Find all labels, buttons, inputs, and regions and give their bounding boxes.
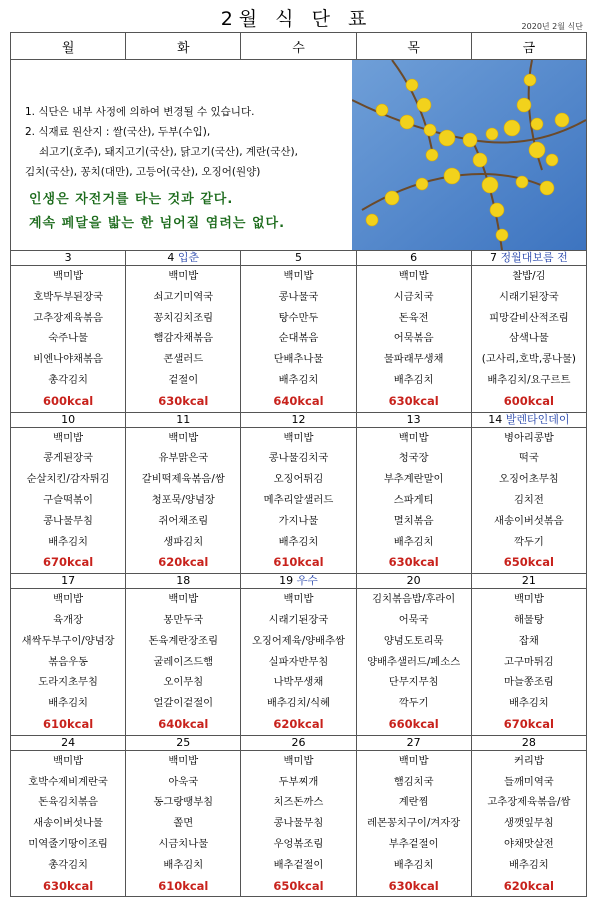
calorie-label: 630kcal [388, 878, 439, 893]
menu-item: 백미밥 [283, 754, 314, 767]
menu-item: 호박두부된장국 [33, 290, 103, 303]
day-number: 12 [291, 412, 306, 426]
day-cell [126, 251, 241, 266]
menu-cell [241, 266, 356, 413]
menu-item: 물파래무생채 [383, 353, 444, 366]
menu-item: 배추김치 [278, 535, 319, 548]
menu-item: 백미밥 [168, 754, 199, 767]
menu-item: 배추김치 [48, 535, 88, 548]
menu-item: 백미밥 [283, 431, 314, 444]
calorie-label: 630kcal [43, 878, 94, 893]
day-cell [241, 735, 356, 750]
day-cell [471, 574, 586, 589]
day-cell [11, 251, 126, 266]
menu-item: 우엉볶조림 [273, 837, 324, 850]
menu-item: 시래기된장국 [268, 613, 329, 626]
menu-item: 찰밥/김 [512, 270, 546, 282]
day-number: 19 [279, 574, 294, 588]
menu-item: 어묵국 [398, 613, 429, 626]
page-title: 2월 식 단 표 [220, 8, 373, 30]
weekday-mon: 월 [11, 33, 126, 60]
menu-item: 백미밥 [53, 431, 84, 444]
menu-cell [11, 266, 126, 413]
menu-item: 비엔나야채볶음 [33, 353, 103, 366]
day-cell [241, 251, 356, 266]
menu-cell [471, 750, 586, 897]
menu-item: 고구마튀김 [504, 655, 554, 668]
menu-item: 병아리콩밥 [504, 431, 554, 444]
menu-item: 배추김치 [393, 373, 434, 386]
day-cell [241, 574, 356, 589]
calorie-label: 610kcal [43, 716, 94, 731]
day-cell [11, 735, 126, 750]
day-cell [11, 412, 126, 427]
calorie-label: 620kcal [158, 555, 209, 570]
date-label: 2020년 2월 식단 [521, 22, 583, 31]
menu-item: 콩나물무침 [273, 817, 324, 830]
calorie-label: 640kcal [158, 716, 209, 731]
menu-item: 단무지무침 [388, 676, 439, 689]
menu-item: 백미밥 [398, 431, 429, 444]
menu-item: 떡국 [518, 452, 539, 465]
menu-cell [126, 589, 241, 736]
menu-item: 해물탕 [513, 613, 544, 626]
day-cell [356, 735, 471, 750]
calorie-label: 600kcal [503, 393, 554, 408]
menu-item: 생깻잎무침 [504, 817, 554, 830]
menu-item: 김치전 [513, 493, 544, 506]
menu-cell [11, 427, 126, 574]
menu-item: 동그랑땡부침 [153, 796, 214, 809]
menu-item: 오징어제육/양배추쌈 [251, 634, 345, 647]
menu-item: 멸치볶음 [393, 514, 434, 527]
menu-item: 새송이버섯나물 [33, 817, 103, 830]
motto-line: 인생은 자전거를 타는 것과 같다. [29, 192, 234, 207]
calorie-label: 670kcal [503, 716, 554, 731]
calorie-label: 660kcal [388, 716, 439, 731]
day-cell [471, 735, 586, 750]
day-number: 6 [410, 251, 418, 264]
day-number: 7 [489, 251, 497, 264]
menu-cell [241, 589, 356, 736]
day-cell [356, 412, 471, 427]
day-number: 28 [521, 735, 536, 749]
menu-item: 배추김치/요구르트 [487, 373, 571, 386]
day-number: 27 [406, 735, 421, 749]
menu-item: 어묵볶음 [393, 332, 434, 345]
menu-item: 순살치킨/감자튀김 [26, 473, 110, 486]
notice-line: 2. 식재료 원산지 : 쌀(국산), 두부(수입), [25, 126, 211, 138]
weekday-fri: 금 [471, 33, 586, 60]
day-cell [356, 251, 471, 266]
day-number: 3 [64, 251, 72, 264]
calorie-label: 640kcal [273, 393, 324, 408]
menu-item: 김치볶음밥/후라이 [372, 593, 456, 606]
menu-item: 백미밥 [53, 593, 84, 606]
day-note: 정월대보름 전 [500, 251, 568, 264]
menu-item: 양념도토리묵 [383, 634, 444, 647]
calorie-label: 630kcal [388, 393, 439, 408]
menu-item: 볶음우동 [48, 655, 88, 668]
menu-cell [11, 589, 126, 736]
menu-item: 나박무생채 [273, 676, 324, 689]
menu-item: 돈육전 [398, 311, 429, 324]
menu-item: 백미밥 [398, 270, 429, 282]
menu-item: 배추김치 [278, 373, 319, 386]
calorie-label: 630kcal [158, 393, 209, 408]
menu-item: 겉절이 [168, 373, 199, 386]
menu-item: 유부맑은국 [158, 452, 209, 465]
menu-item: 돈육계란장조림 [148, 634, 219, 647]
calorie-label: 650kcal [503, 555, 554, 570]
day-cell [126, 735, 241, 750]
menu-item: 청국장 [398, 452, 429, 465]
menu-item: 새싹두부구이/양념장 [21, 634, 115, 647]
menu-item: 꽁치김치조림 [153, 311, 214, 324]
motto [29, 188, 285, 236]
menu-item: 총각김치 [48, 858, 88, 871]
menu-item: 백미밥 [283, 270, 314, 282]
menu-item: 두부찌개 [278, 775, 319, 788]
calorie-label: 620kcal [503, 878, 554, 893]
calorie-label: 600kcal [43, 393, 94, 408]
menu-item: 고추장제육볶음 [33, 311, 103, 324]
menu-item: 양배추샐러드/페소스 [367, 655, 461, 668]
menu-item: 부추계란말이 [383, 473, 444, 486]
weekday-header [11, 33, 587, 60]
calorie-label: 650kcal [273, 878, 324, 893]
menu-item: 콘샐러드 [163, 353, 204, 366]
menu-item: 마늘쫑조림 [504, 676, 554, 689]
notice-line: 1. 식단은 내부 사정에 의하여 변경될 수 있습니다. [25, 106, 255, 118]
menu-item: 콩나물무침 [43, 514, 93, 527]
menu-item: 배추김치 [48, 697, 88, 710]
menu-item: 햄감자채볶음 [153, 332, 214, 345]
menu-item: 배추겉절이 [273, 858, 324, 871]
menu-item: 오이무침 [163, 676, 204, 689]
menu-item: (고사리,호박,콩나물) [481, 353, 576, 366]
day-number: 25 [176, 735, 191, 749]
menu-item: 갈비떡제육볶음/쌈 [141, 473, 225, 486]
menu-item: 백미밥 [168, 431, 199, 444]
menu-cell [126, 427, 241, 574]
menu-item: 총각김치 [48, 373, 88, 386]
weekday-thu: 목 [356, 33, 471, 60]
weekday-wed: 수 [241, 33, 356, 60]
menu-item: 백미밥 [168, 593, 199, 606]
week-2-menus [11, 427, 587, 574]
menu-item: 고추장제육볶음/쌈 [487, 796, 571, 809]
notice-panel [11, 60, 587, 251]
menu-item: 청포묵/양념장 [151, 493, 215, 506]
notice-line: 쇠고기(호주), 돼지고기(국산), 닭고기(국산), 계란(국산), [39, 146, 298, 158]
calorie-label: 610kcal [158, 878, 209, 893]
week-3-menus [11, 589, 587, 736]
week-3-dates [11, 574, 587, 589]
menu-item: 얼갈이겉절이 [153, 697, 214, 710]
menu-item: 호박수제비계란국 [28, 775, 108, 788]
notice-line: 김치(국산), 꽁치(대만), 고등어(국산), 오징어(원양) [25, 166, 261, 178]
day-note: 입춘 [177, 251, 200, 264]
menu-cell [356, 266, 471, 413]
day-number: 21 [521, 574, 536, 588]
menu-item: 배추김치 [508, 858, 549, 871]
menu-item: 굴레이즈드햄 [153, 655, 214, 668]
menu-item: 콩나물김치국 [268, 452, 329, 465]
menu-item: 커리밥 [513, 754, 544, 767]
day-cell [126, 574, 241, 589]
day-number: 10 [61, 412, 76, 426]
forsythia-image [352, 60, 586, 250]
menu-cell [356, 750, 471, 897]
week-4-menus [11, 750, 587, 897]
week-1-menus [11, 266, 587, 413]
menu-item: 백미밥 [53, 754, 84, 767]
menu-item: 가지나물 [278, 514, 319, 527]
menu-item: 삼색나물 [508, 332, 549, 345]
week-2-dates [11, 412, 587, 427]
day-cell [241, 412, 356, 427]
menu-cell [356, 427, 471, 574]
day-number: 24 [61, 735, 76, 749]
calorie-label: 620kcal [273, 716, 324, 731]
menu-item: 쥐어채조림 [158, 514, 209, 527]
menu-cell [471, 427, 586, 574]
menu-item: 육개장 [53, 613, 84, 626]
menu-item: 도라지초무침 [38, 676, 98, 689]
day-cell [471, 251, 586, 266]
day-number: 14 [488, 412, 503, 426]
menu-item: 백미밥 [398, 754, 429, 767]
day-number: 13 [406, 412, 421, 426]
menu-item: 배추김치/식혜 [266, 697, 331, 710]
menu-item: 단배추나물 [273, 353, 324, 366]
menu-cell [126, 750, 241, 897]
menu-item: 백미밥 [513, 593, 544, 606]
menu-item: 실파자반무침 [268, 655, 329, 668]
calorie-label: 610kcal [273, 555, 324, 570]
menu-item: 시금치나물 [158, 837, 209, 850]
day-number: 17 [61, 574, 76, 588]
day-number: 18 [176, 574, 191, 588]
calorie-label: 670kcal [43, 555, 94, 570]
menu-cell [126, 266, 241, 413]
menu-item: 백미밥 [168, 270, 199, 282]
menu-item: 오징어초무침 [499, 473, 559, 486]
menu-item: 오징어튀김 [273, 473, 324, 486]
menu-item: 콩게된장국 [43, 452, 93, 465]
week-1-dates [11, 251, 587, 266]
week-4-dates [11, 735, 587, 750]
menu-item: 숙주나물 [48, 332, 88, 345]
menu-cell [471, 589, 586, 736]
menu-item: 깍두기 [513, 535, 544, 548]
menu-item: 배추김치 [393, 535, 434, 548]
menu-item: 배추김치 [393, 858, 434, 871]
day-cell [126, 412, 241, 427]
day-note: 우수 [296, 574, 318, 588]
forsythia-photo [352, 60, 586, 250]
menu-item: 백미밥 [283, 593, 314, 606]
day-number: 4 [167, 251, 175, 264]
menu-item: 야채맛살전 [504, 837, 554, 850]
day-number: 20 [406, 574, 421, 588]
menu-item: 계란찜 [398, 796, 429, 809]
menu-item: 몽만두국 [163, 613, 204, 626]
menu-cell [356, 589, 471, 736]
menu-item: 스파게티 [393, 493, 434, 506]
menu-cell [11, 750, 126, 897]
menu-item: 배추김치 [508, 697, 549, 710]
day-note: 발렌타인데이 [505, 412, 570, 426]
menu-item: 시금치국 [393, 290, 434, 303]
menu-cell [241, 427, 356, 574]
day-number: 26 [291, 735, 306, 749]
menu-item: 부추겉절이 [388, 837, 439, 850]
menu-item: 생파김치 [163, 535, 204, 548]
menu-item: 들깨미역국 [504, 775, 554, 788]
notice-text [25, 102, 298, 182]
weekday-tue: 화 [126, 33, 241, 60]
menu-item: 햄김치국 [393, 775, 434, 788]
menu-table [10, 32, 587, 897]
menu-item: 미역줄기땅이조림 [28, 837, 108, 850]
menu-item: 아욱국 [168, 775, 199, 788]
menu-item: 탕수만두 [278, 311, 319, 324]
day-cell [356, 574, 471, 589]
menu-cell [471, 266, 586, 413]
menu-item: 메추리알샐러드 [263, 493, 334, 506]
menu-item: 순대볶음 [278, 332, 319, 345]
menu-item: 깍두기 [398, 697, 429, 710]
day-number: 11 [176, 412, 191, 426]
day-cell [471, 412, 586, 427]
menu-item: 배추김치 [163, 858, 204, 871]
menu-item: 시래기된장국 [499, 290, 559, 303]
menu-item: 쫄면 [173, 817, 194, 830]
day-number: 5 [294, 251, 302, 264]
menu-item: 돈육김치볶음 [38, 796, 98, 809]
calorie-label: 630kcal [388, 555, 439, 570]
menu-item: 백미밥 [53, 270, 84, 282]
menu-item: 콩나물국 [278, 290, 319, 303]
menu-item: 새송이버섯볶음 [494, 514, 564, 527]
menu-item: 쇠고기미역국 [153, 290, 214, 303]
menu-item: 치즈돈까스 [273, 796, 324, 809]
menu-cell [241, 750, 356, 897]
day-cell [11, 574, 126, 589]
menu-item: 레몬꽁치구이/겨자장 [367, 817, 461, 830]
menu-item: 잡채 [518, 634, 539, 647]
menu-item: 피망갈비산적조림 [489, 311, 569, 324]
menu-item: 구슬떡볶이 [43, 493, 93, 506]
motto-line: 계속 페달을 밟는 한 넘어질 염려는 없다. [29, 216, 286, 231]
